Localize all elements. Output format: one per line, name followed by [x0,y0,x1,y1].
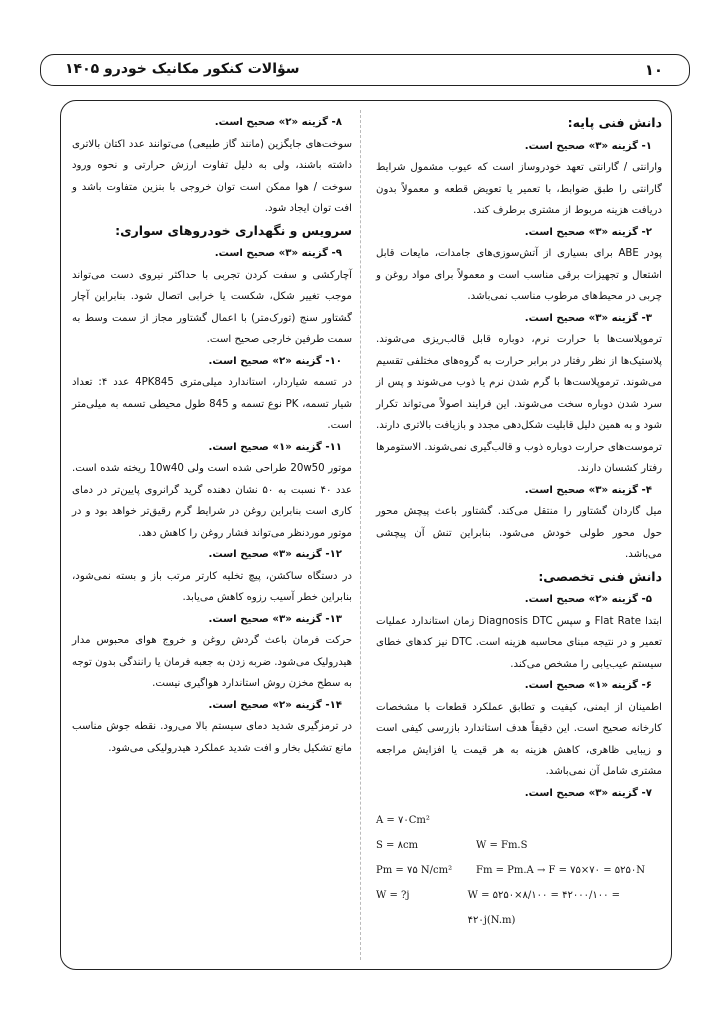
left-column [72,112,352,759]
section-heading: دانش فنی تخصصی: [538,568,662,584]
answer-explanation: وارانتی / گارانتی تعهد خودروساز است که عیوب مشمول شرایط گارانتی را طبق ضوابط، با تعمیر یا تعویض قطعه و معمولاً بدون دریافت هزینه مربوط از مشتری برطرف کند. [376,162,662,216]
answer-explanation: در تسمه شیاردار، استاندارد میلی‌متری 4PK845 عدد ۴: تعداد شیار تسمه، PK نوع تسمه و 845 طول محیطی تسمه به میلی‌متر است. [72,377,352,431]
answer-heading: ۱۱- گزینه «۱» صحیح است. [208,441,342,453]
answer-explanation: در ترمزگیری شدید دمای سیستم بالا می‌رود. نقطه جوش مناسب مانع تشکیل بخار و افت شدید عملکرد هیدرولیکی می‌شود. [72,721,352,754]
answer-heading: ۸- گزینه «۲» صحیح است. [214,117,342,128]
answer-explanation: ترموپلاست‌ها با حرارت نرم، دوباره قابل قالب‌ریزی می‌شوند. پلاستیک‌ها از نظر رفتار در برابر حرارت به گروه‌های مختلفی تقسیم می‌شوند. ترموپلاست‌ها با گرم شدن نرم یا ذوب می‌شوند و پس از سرد شدن دوباره سخت می‌شوند. این فرایند اصولاً می‌تواند تکرار شود و به همین دلیل قابلیت شکل‌دهی مجدد و بازیافت بالاتری دارند. ترموست‌های حرارت دوباره ذوب و قالب‌گیری نمی‌شوند. الاستومرها رفتار کشسان دارند. [376,334,662,474]
answer-heading: ۴- گزینه «۳» صحیح است. [524,484,652,496]
answer-explanation: میل گاردان گشتاور را منتقل می‌کند. گشتاور باعث پیچش محور حول محور طولی خودش می‌شود. بنابراین تنش آن پیچشی می‌باشد. [376,506,662,560]
answer-heading: ۲- گزینه «۳» صحیح است. [524,226,652,238]
formula-block [376,808,654,933]
answer-explanation: آچارکشی و سفت کردن تجربی با حداکثر نیروی دست می‌تواند موجب تغییر شکل، شکست یا خرابی اتصال شود. بنابراین آچار گشتاور سنج (تورک‌متر) با اعمال گشتاور مجاز از سمت وسط به سمت طرفین خارجی صحیح است. [72,269,352,345]
formula-row [376,858,654,883]
section-heading: سرویس و نگهداری خودروهای سواری: [115,222,352,238]
formula-cell: W = ۵۲۵۰×۸/۱۰۰ = ۴۲۰۰۰/۱۰۰ = ۴۲۰j(N.m) [467,890,621,926]
answer-heading: ۱۲- گزینه «۳» صحیح است. [208,549,342,560]
page-number: ۱۰ [644,61,663,79]
formula-cell: W = ?j [376,890,410,901]
formula-cell: Pm = ۷۵ N/cm² [376,865,453,876]
section-heading: دانش فنی پایه: [567,115,662,130]
answer-explanation: ابتدا Flat Rate و سپس Diagnosis DTC زمان استاندارد عملیات تعمیر و در نتیجه مبنای محاسبه هزینه است. DTC نیز کدهای خطای سیستم عیب‌یابی را مشخص می‌کند. [376,615,663,670]
answer-explanation: پودر ABE برای بسیاری از آتش‌سوزی‌های جامدات، مایعات قابل اشتعال و تجهیزات برقی مناسب است و معمولاً برای مواد روغن و چربی در محیط‌های مرطوب مناسب نمی‌باشد. [376,248,662,302]
page-title: سؤالات کنکور مکانیک خودرو ۱۴۰۵ [65,61,300,77]
formula-cell: A = ۷۰Cm² [376,815,430,826]
formula-row [376,833,654,858]
answer-heading: ۱۳- گزینه «۳» صحیح است. [208,613,342,625]
answer-explanation: حرکت فرمان باعث گردش روغن و خروج هوای محبوس مدار هیدرولیک می‌شود. ضربه زدن به جعبه فرمان یا رانندگی بدون توجه به سطح مخزن روش استاندارد هواگیری نیست. [72,635,352,689]
answer-explanation: اطمینان از ایمنی، کیفیت و تطابق عملکرد قطعات با مشخصات کارخانه صحیح است. این دقیقاً هدف استاندارد بازرسی کیفی است و زیبایی ظاهری، کاهش هزینه به هر قیمت یا افزایش مراجعه مشتری شامل آن نمی‌باشد. [376,701,662,777]
formula-cell: S = ۸cm [376,840,419,851]
answer-heading: ۱۴- گزینه «۲» صحیح است. [208,699,342,711]
answer-heading: ۳- گزینه «۳» صحیح است. [524,312,652,324]
answer-heading: ۹- گزینه «۳» صحیح است. [214,248,342,259]
answer-heading: ۱۰- گزینه «۲» صحیح است. [208,355,342,367]
answer-heading: ۵- گزینه «۲» صحیح است. [524,594,652,605]
answer-explanation: موتور 20w50 طراحی شده است ولی 10w40 ریخته شده است. عدد ۴۰ نسبت به ۵۰ نشان دهنده گرید گرانروی پایین‌تر در دمای کاری است بنابراین روغن در شرایط گرم رقیق‌تر خواهد بود و در موتور موردنظر می‌تواند فشار روغن را کاهش دهد. [72,463,352,539]
right-column [376,112,662,933]
answer-heading: ۶- گزینه «۱» صحیح است. [524,680,652,691]
page-header [40,54,690,86]
formula-row [376,883,654,933]
formula-cell: W = Fm.S [476,840,528,851]
formula-cell: Fm = Pm.A → F = ۷۵×۷۰ = ۵۲۵۰N [476,865,646,876]
answer-explanation: در دستگاه ساکشن، پیچ تخلیه کارتر مرتب باز و بسته نمی‌شود، بنابراین خطر آسیب رزوه کاهش می‌یابد. [72,570,352,603]
answer-explanation: سوخت‌های جایگزین (مانند گاز طبیعی) می‌توانند عدد اکتان بالاتری داشته باشند، ولی به دلیل تفاوت ارزش حرارتی و نحوه ورود سوخت / هوا ممکن است توان خروجی با بنزین متفاوت باشد و افت توان ایجاد شود. [72,138,352,214]
column-divider [360,110,361,960]
answer-heading: ۷- گزینه «۳» صحیح است. [524,787,652,799]
formula-row [376,808,654,833]
answer-heading: ۱- گزینه «۳» صحیح است. [524,140,652,152]
